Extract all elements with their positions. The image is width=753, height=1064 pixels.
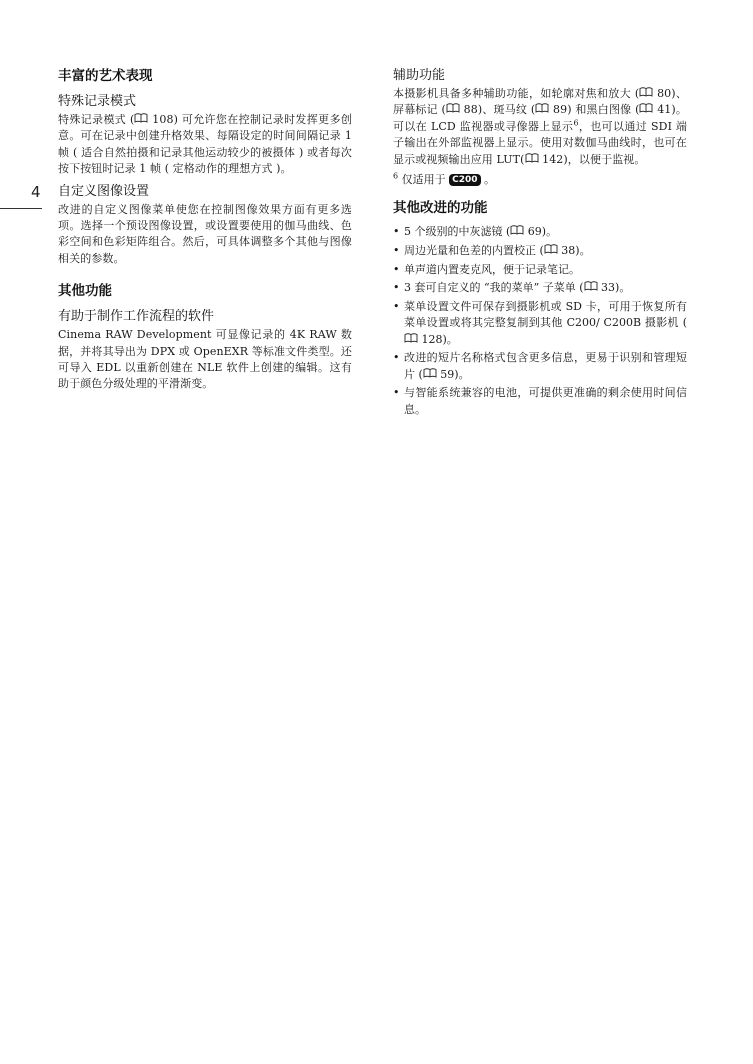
bullet-dot: • xyxy=(393,225,400,239)
bullet-dot: • xyxy=(393,281,400,295)
subsection-title-workflow-software: 有助于制作工作流程的软件 xyxy=(58,309,215,325)
footnote: $^6$ 仅适用于 C200 。 xyxy=(393,171,495,187)
page-ref: 33 xyxy=(601,281,616,295)
margin-rule xyxy=(0,208,42,209)
section-title-assist-functions: 辅助功能 xyxy=(393,68,446,83)
book-icon xyxy=(525,152,539,168)
list-item: • 3 套可自定义的 “我的菜单” 子菜单 ( 33)。 xyxy=(393,280,687,296)
list-item: • 5 个级别的中灰滤镜 ( 69)。 xyxy=(393,224,687,240)
section-title-artistic: 丰富的艺术表现 xyxy=(58,68,153,84)
improvements-list xyxy=(393,224,687,418)
page-ref: 69 xyxy=(527,225,542,239)
bullet-dot: • xyxy=(393,299,400,313)
book-icon xyxy=(544,243,558,259)
page-ref: 108 xyxy=(152,113,174,126)
book-icon xyxy=(535,102,549,118)
list-item: • 菜单设置文件可保存到摄影机或 SD 卡，可用于恢复所有菜单设置或将其完整复制到其他 C200/ C200B 摄影机 ( 128)。 xyxy=(393,299,687,348)
section-title-other-features: 其他功能 xyxy=(58,283,112,300)
book-icon xyxy=(510,224,524,240)
section-title-other-improvements: 其他改进的功能 xyxy=(393,200,488,217)
list-item: • 周边光量和色差的内置校正 ( 38)。 xyxy=(393,243,687,259)
page-ref: 128 xyxy=(421,332,443,346)
page-ref: 59 xyxy=(440,367,455,381)
subsection-title-special-recording: 特殊记录模式 xyxy=(58,94,137,109)
book-icon xyxy=(404,332,418,348)
list-item: • 改进的短片名称格式包含更多信息，更易于识别和管理短片 ( 59)。 xyxy=(393,350,687,383)
book-icon xyxy=(423,367,437,383)
assist-functions-text: 本摄影机具备多种辅助功能，如轮廓对焦和放大 ( 80)、屏幕标记 ( 88)、斑马纹 ( 89) 和黑白图像 ( 41)。可以在 LCD 监视器或寻像器上显示$^6$，也可以通过 SDI 端子输出在外部监视器上显示。使用对数伽马曲线时，也可在显示或视频输出应用 LUT( 142)，以便于监视。 xyxy=(393,86,687,168)
page-ref: 38 xyxy=(561,244,576,258)
book-icon xyxy=(446,102,460,118)
workflow-software-text: Cinema RAW Development 可显像记录的 4K RAW 数据，并将其导出为 DPX 或 OpenEXR 等标准文件类型。还可导入 EDL 以重新创建在 NLE 软件上创建的编辑。这有助于颜色分级处理的平滑渐变。 xyxy=(58,328,352,391)
bullet-dot: • xyxy=(393,386,400,400)
custom-picture-text: 改进的自定义图像菜单使您在控制图像效果方面有更多选项。选择一个预设图像设置，或设置要使用的伽马曲线、色彩空间和色彩矩阵组合。然后，可具体调整多个其他与图像相关的参数。 xyxy=(58,202,352,265)
bullet-dot: • xyxy=(393,244,400,258)
subsection-title-custom-picture: 自定义图像设置 xyxy=(58,183,150,199)
book-icon xyxy=(584,280,598,296)
book-icon xyxy=(639,86,653,102)
left-column xyxy=(58,66,352,397)
list-item: • 与智能系统兼容的电池，可提供更准确的剩余使用时间信息。 xyxy=(393,386,687,416)
c200-model-badge: C200 xyxy=(449,174,480,186)
footnote-marker: 6 xyxy=(573,118,579,128)
list-item: • 单声道内置麦克风，便于记录笔记。 xyxy=(393,262,687,278)
right-column xyxy=(393,66,687,420)
bullet-dot: • xyxy=(393,351,400,365)
book-icon xyxy=(134,112,148,128)
page-number: 4 xyxy=(31,183,41,201)
book-icon xyxy=(639,102,653,118)
special-recording-text: 特殊记录模式 ( 108) 可允许您在控制记录时发挥更多创意。可在记录中创建升格效果、每隔设定的时间间隔记录 1 帧 ( 适合自然拍摄和记录其他运动较少的被摄体 ) 或者每次按下按钮时记录 1 帧 ( 定格动作的理想方式 )。 xyxy=(58,113,352,176)
bullet-dot: • xyxy=(393,262,400,276)
